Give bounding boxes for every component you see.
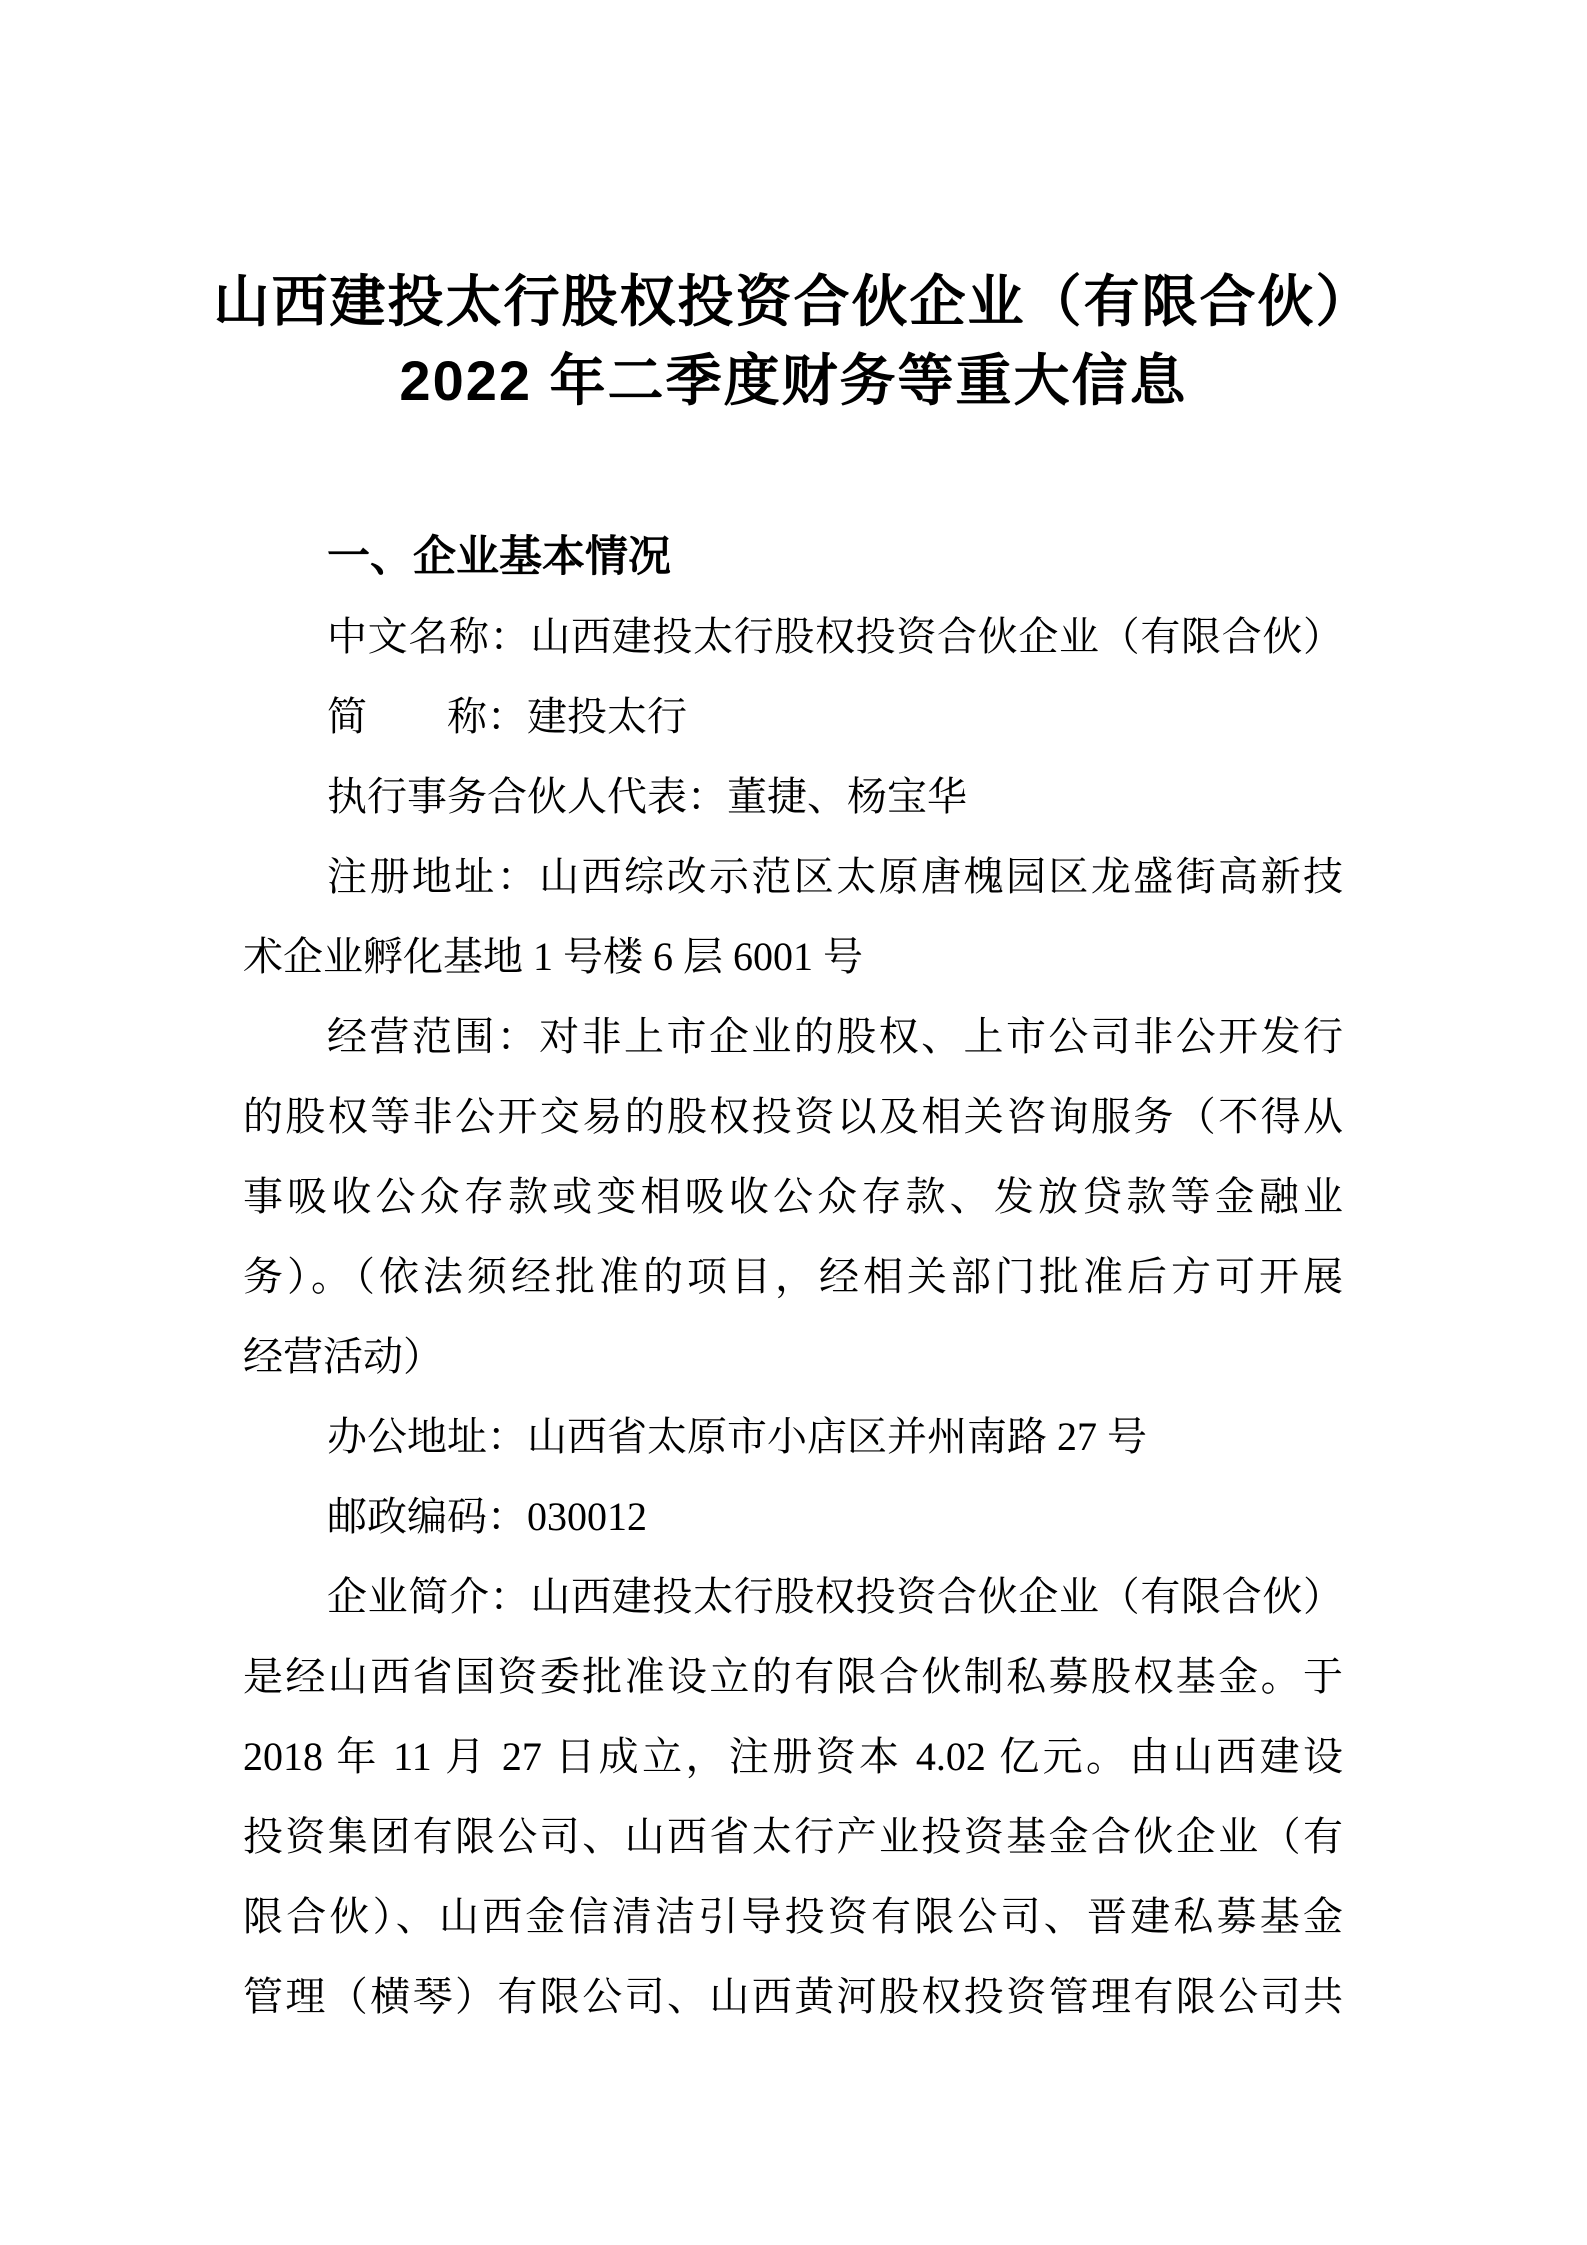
doc-line: 管理（横琴）有限公司、山西黄河股权投资管理有限公司共 (243, 1974, 1343, 2019)
doc-line: 简 称：建投太行 (327, 694, 687, 739)
doc-line: 投资集团有限公司、山西省太行产业投资基金合伙企业（有 (243, 1814, 1343, 1859)
document-title-line-1: 山西建投太行股权投资合伙企业（有限合伙） (213, 270, 1374, 333)
document-title (0, 0, 1587, 420)
doc-line: 务）。（依法须经批准的项目，经相关部门批准后方可开展 (243, 1254, 1343, 1299)
doc-line: 注册地址：山西综改示范区太原唐槐园区龙盛街高新技 (327, 854, 1343, 899)
doc-line: 术企业孵化基地 1 号楼 6 层 6001 号 (243, 934, 863, 979)
doc-line: 邮政编码：030012 (327, 1494, 647, 1539)
doc-line: 执行事务合伙人代表：董捷、杨宝华 (327, 774, 967, 819)
doc-line: 限合伙）、山西金信清洁引导投资有限公司、晋建私募基金 (243, 1894, 1343, 1939)
doc-line: 2018 年 11 月 27 日成立，注册资本 4.02 亿元。由山西建设 (243, 1734, 1343, 1779)
doc-line: 办公地址：山西省太原市小店区并州南路 27 号 (327, 1414, 1147, 1459)
doc-line: 经营活动） (243, 1334, 443, 1379)
doc-line: 经营范围：对非上市企业的股权、上市公司非公开发行 (327, 1014, 1343, 1059)
doc-line: 的股权等非公开交易的股权投资以及相关咨询服务（不得从 (243, 1094, 1343, 1139)
document-title-line-2: 2022 年二季度财务等重大信息 (399, 349, 1188, 412)
doc-line: 是经山西省国资委批准设立的有限合伙制私募股权基金。于 (243, 1654, 1343, 1699)
section-heading: 一、企业基本情况 (327, 533, 671, 581)
doc-line: 事吸收公众存款或变相吸收公众存款、发放贷款等金融业 (243, 1174, 1343, 1219)
doc-line: 企业简介：山西建投太行股权投资合伙企业（有限合伙） (327, 1574, 1343, 1619)
doc-line: 中文名称：山西建投太行股权投资合伙企业（有限合伙） (327, 614, 1343, 659)
